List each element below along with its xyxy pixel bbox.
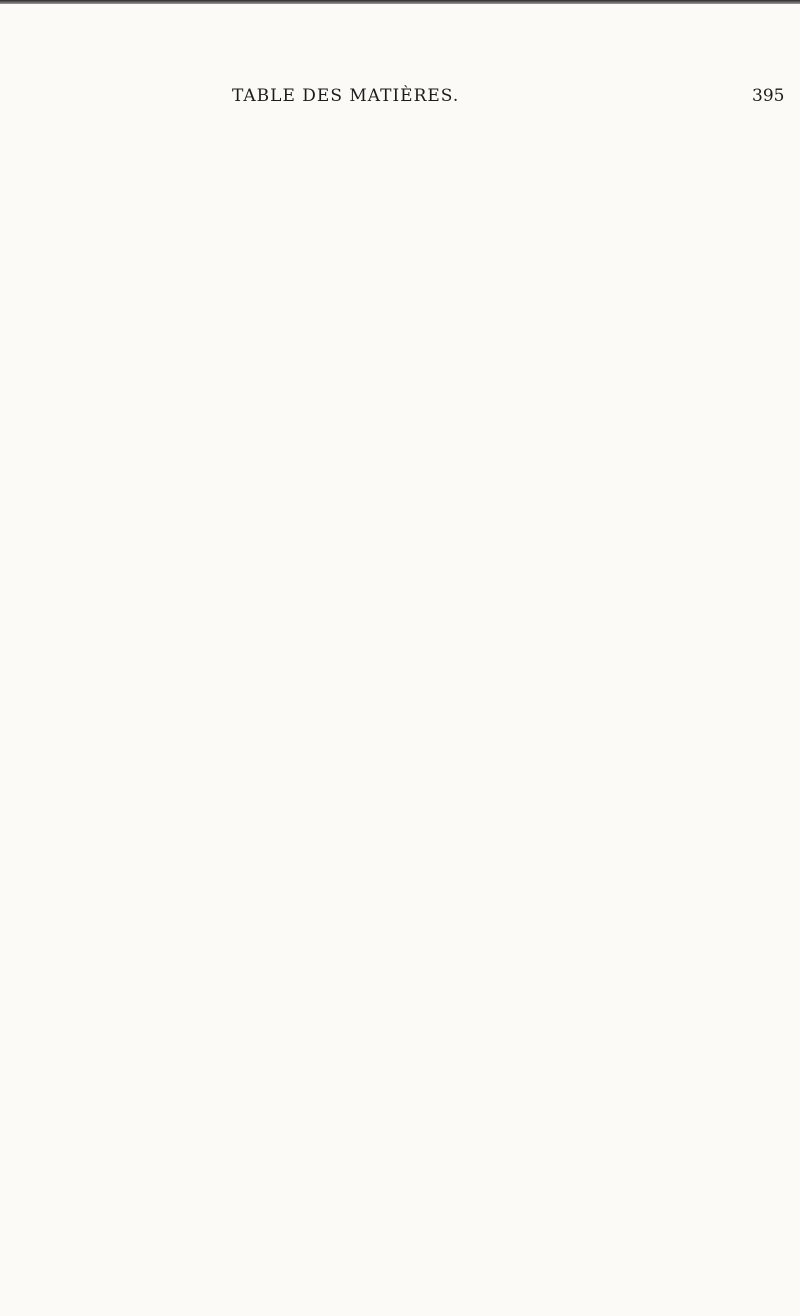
- running-header: TABLE DES MATIÈRES.: [232, 86, 460, 106]
- page-number: 395: [752, 86, 785, 106]
- page-edge: [0, 0, 800, 4]
